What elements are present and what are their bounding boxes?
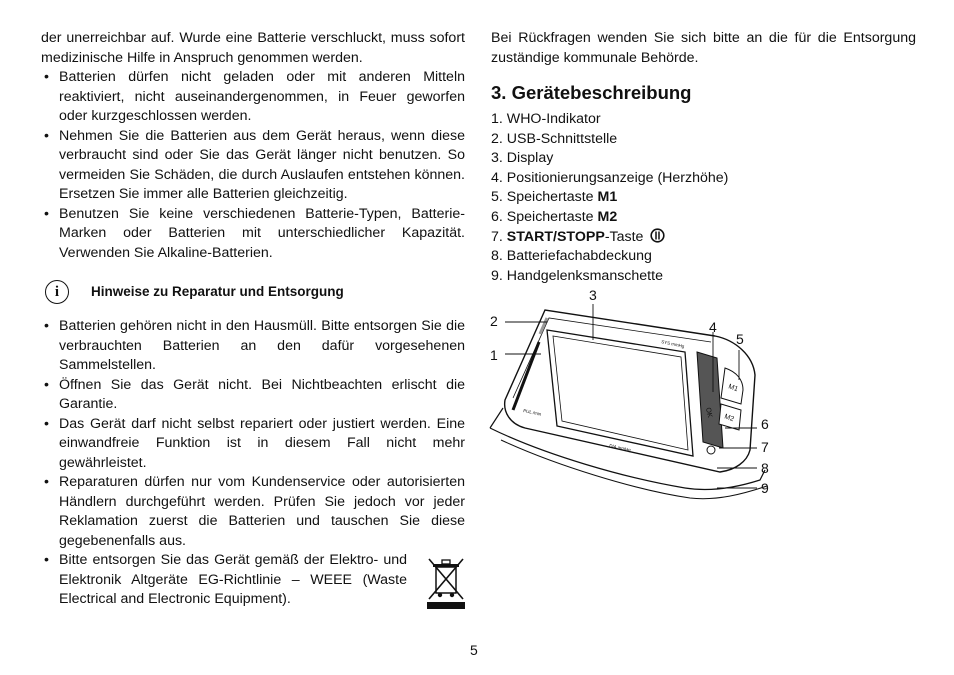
- parts-list-item: 6. Speichertaste M2: [491, 208, 618, 225]
- label-8: 8: [761, 460, 769, 476]
- power-icon: [650, 228, 665, 243]
- parts-list-item: 2. USB-Schnittstelle: [491, 130, 618, 147]
- parts-list-item: 9. Handgelenksmanschette: [491, 267, 663, 284]
- svg-text:DIA mmHg: DIA mmHg: [608, 443, 632, 453]
- svg-text:SYS mmHg: SYS mmHg: [660, 339, 685, 349]
- parts-list-item: 1. WHO-Indikator: [491, 111, 601, 127]
- list-item: • Batterien dürfen nicht geladen oder mit anderen Mitteln reaktiviert, nicht auseinandergenommen, in Feuer geworfen oder kurzgeschlossen werden.: [41, 68, 465, 127]
- repair-disposal-list: [41, 317, 465, 610]
- list-item: • Benutzen Sie keine verschiedenen Batterie-Typen, Batterie-Marken oder Batterien mit unterschiedlicher Kapazität. Verwenden Sie Alkaline-Batterien.: [41, 205, 465, 264]
- section-heading: 3. Gerätebeschreibung: [491, 82, 692, 103]
- label-4: 4: [709, 319, 717, 335]
- svg-text:M1: M1: [727, 383, 739, 394]
- right-column: [491, 29, 916, 286]
- label-1: 1: [490, 347, 498, 363]
- list-item: • Öffnen Sie das Gerät nicht. Bei Nichtbeachten erlischt die Garantie.: [41, 376, 465, 415]
- label-7: 7: [761, 439, 769, 455]
- left-column: [41, 29, 465, 610]
- weee-text: Bitte entsorgen Sie das Gerät gemäß der Elektro- und Elektronik Altgeräte EG-Richtlinie – WEEE (Waste Electrical and Electronic Equipment).: [59, 552, 407, 607]
- page-number: 5: [470, 642, 478, 658]
- parts-list-item: 4. Positionierungsanzeige (Herzhöhe): [491, 169, 729, 186]
- list-item: • Reparaturen dürfen nur vom Kundenservice oder autorisierten Händlern durchgeführt werden. Prüfen Sie jedoch vor jeder Reklamation zuerst die Batterien und tauschen Sie diese gegebenenfalls aus.: [41, 473, 465, 551]
- contact-paragraph: Bei Rückfragen wenden Sie sich bitte an die für die Entsorgung zuständige kommunale Behörde.: [491, 30, 916, 66]
- list-item: • Batterien gehören nicht in den Hausmüll. Bitte entsorgen Sie die verbrauchten Batterien an den dafür vorgesehenen Sammelstellen.: [41, 317, 465, 376]
- label-9: 9: [761, 480, 769, 496]
- parts-list-item: 3. Display: [491, 150, 554, 167]
- note-title: Hinweise zu Reparatur und Entsorgung: [91, 284, 344, 300]
- svg-text:OK: OK: [704, 406, 713, 419]
- list-item: • Das Gerät darf nicht selbst repariert oder justiert werden. Eine einwandfreie Funktion ist in diesem Fall nicht mehr gewährleistet.: [41, 415, 465, 474]
- svg-text:PUL /min: PUL /min: [522, 408, 542, 417]
- list-item: • Nehmen Sie die Batterien aus dem Gerät heraus, wenn diese verbraucht sind oder Sie das Gerät länger nicht benutzen. So vermeiden Sie Schäden, die durch Auslaufen entstehen können. Ersetzen Sie immer alle Batterien gleichzeitig.: [41, 127, 465, 205]
- parts-list-item: 7. START/STOPP-Taste: [491, 228, 916, 248]
- label-6: 6: [761, 416, 769, 432]
- info-icon: i: [45, 280, 69, 304]
- label-3: 3: [589, 287, 597, 303]
- label-5: 5: [736, 331, 744, 347]
- label-2: 2: [490, 313, 498, 329]
- list-item-weee: [41, 551, 465, 610]
- note-heading: [41, 280, 465, 304]
- intro-paragraph: der unerreichbar auf. Wurde eine Batterie verschluckt, muss sofort medizinische Hilfe in Anspruch genommen werden.: [41, 30, 465, 66]
- weee-crossed-bin-icon: [427, 557, 465, 609]
- parts-list-item: 8. Batteriefachabdeckung: [491, 248, 652, 265]
- parts-list: [491, 110, 916, 286]
- parts-list-item: 5. Speichertaste M1: [491, 189, 618, 206]
- svg-text:M2: M2: [723, 413, 735, 424]
- battery-warnings-list: [41, 68, 465, 263]
- device-diagram: [485, 280, 785, 520]
